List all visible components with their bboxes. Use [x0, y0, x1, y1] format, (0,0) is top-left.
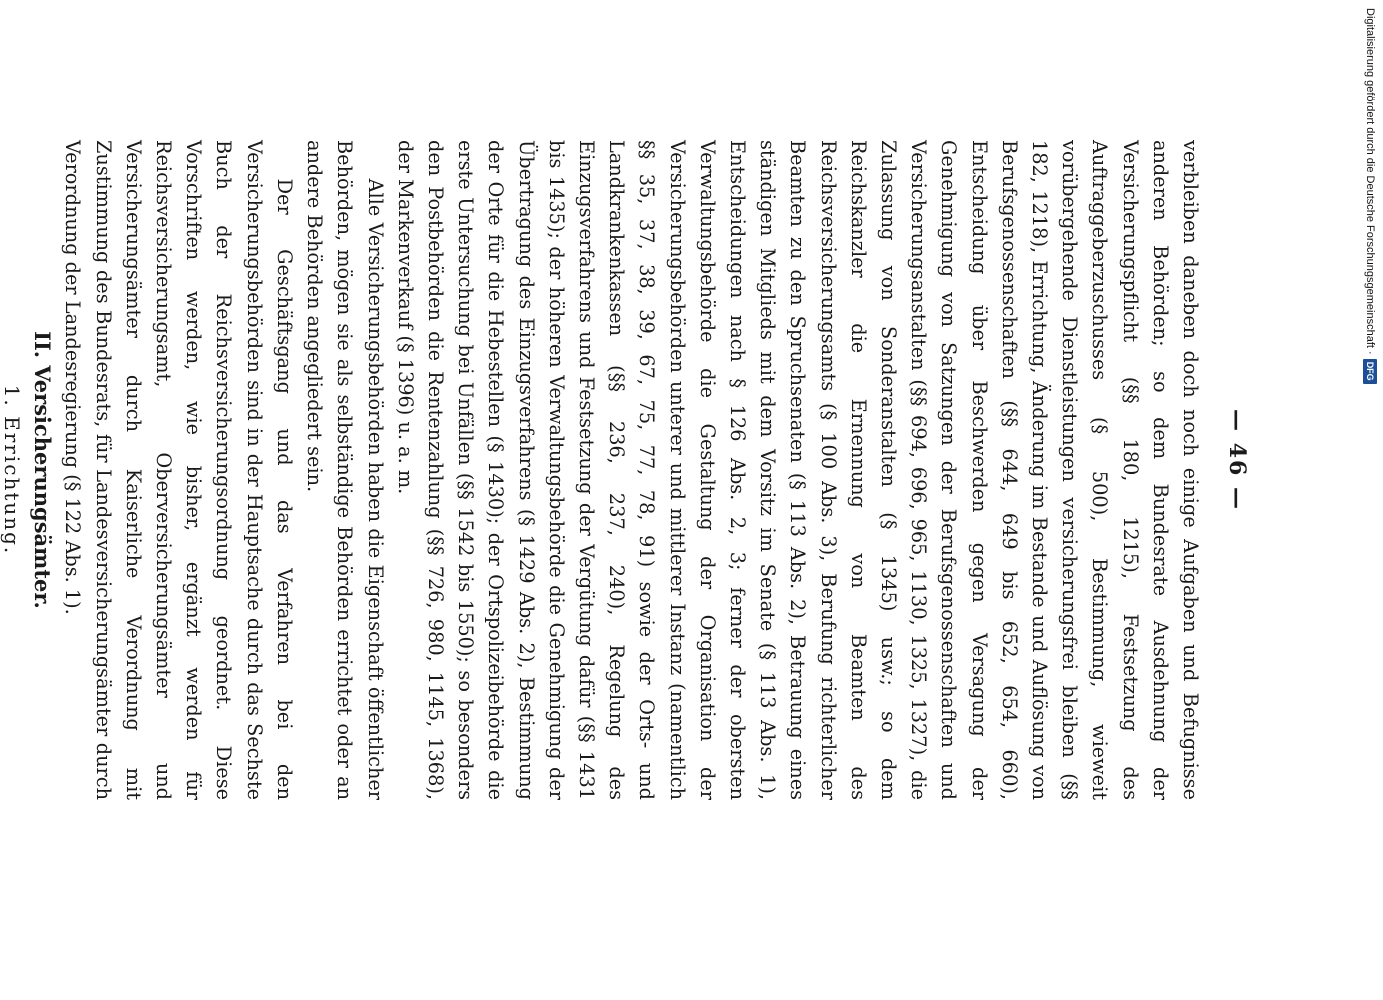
- page-content: [0, 100, 1260, 820]
- dfg-logo: DFG: [1363, 359, 1377, 384]
- dfg-credit-strip: [1359, 8, 1381, 388]
- page-body: [0, 140, 1205, 800]
- paragraph-procedure: Der Geschäftsgang und das Verfahren bei den Versicherungsbehörden sind in der Hauptsache durch das Sechste Buch der Reichsversicherungsordnung geordnet. Diese Vorschriften werden, wie bisher, ergänzt werden für Reichsversicherungsamt, Oberversicherungsämter und Versicherungsämter durch Kaiserliche Verordnung mit Zustimmung des Bundesrats, für Landesversicherungsämter durch Verordnung der Landesregierung (§ 122 Abs. 1).: [61, 140, 296, 800]
- section-heading: II. Versicherungsämter.: [30, 331, 56, 609]
- page-number: — 46 —: [1224, 409, 1250, 511]
- paragraph-public-authorities: Alle Versicherungsbehörden haben die Eigenschaft öffentlicher Behörden, mögen sie als selbständige Behörden errichtet oder an andere Behörden angegliedert sein.: [303, 140, 387, 800]
- subsection-heading: 1. Errichtung.: [0, 384, 25, 556]
- scanned-page: [0, 100, 1260, 820]
- dfg-credit-text: [1359, 8, 1381, 388]
- dfg-credit-label: Digitalisierung gefördert durch die Deutsche Forschungsgemeinschaft ·: [1364, 8, 1376, 355]
- paragraph-continuation: verbleiben daneben doch noch einige Aufgaben und Befugnisse anderen Behörden; so dem Bundesrate Ausdehnung der Versicherungspflicht (§§ 180, 1215), Festsetzung des Auftraggeberzuschusses (§ 500), Bestimmung, wieweit vorübergehende Dienstleistungen versicherungsfrei bleiben (§§ 182, 1218), Errichtung, Änderung im Bestande und Auflösung von Berufsgenossenschaften (§§ 644, 649 bis 652, 654, 660), Entscheidung über Beschwerden gegen Versagung der Genehmigung von Satzungen der Berufsgenossenschaften und Versicherungsanstalten (§§ 694, 696, 965, 1130, 1325, 1327), die Zulassung von Sonderanstalten (§ 1345) usw.; so dem Reichskanzler die Ernennung von Beamten des Reichsversicherungsamts (§ 100 Abs. 3), Berufung richterlicher Beamten zu den Spruchsenaten (§ 113 Abs. 2), Betrauung eines ständigen Mitglieds mit dem Vorsitz im Senate (§ 113 Abs. 1), Entscheidungen nach § 126 Abs. 2, 3; ferner der obersten Verwaltungsbehörde die Gestaltung der Organisation der Versicherungsbehörden unterer und mittlerer Instanz (namentlich §§ 35, 37, 38, 39, 67, 75, 77, 78, 91) sowie der Orts- und Landkrankenkassen (§§ 236, 237, 240), Regelung des Einzugsverfahrens und Festsetzung der Vergütung dafür (§§ 1431 bis 1435); der höheren Verwaltungsbehörde die Genehmigung der Übertragung des Einzugsverfahrens (§ 1429 Abs. 2), Bestimmung der Orte für die Hebestellen (§ 1430); der Ortspolizeibehörde die erste Untersuchung bei Unfällen (§§ 1542 bis 1550); so besonders den Postbehörden die Rentenzahlung (§§ 726, 980, 1145, 1368), der Markenverkauf (§ 1396) u. a. m.: [393, 140, 1202, 800]
